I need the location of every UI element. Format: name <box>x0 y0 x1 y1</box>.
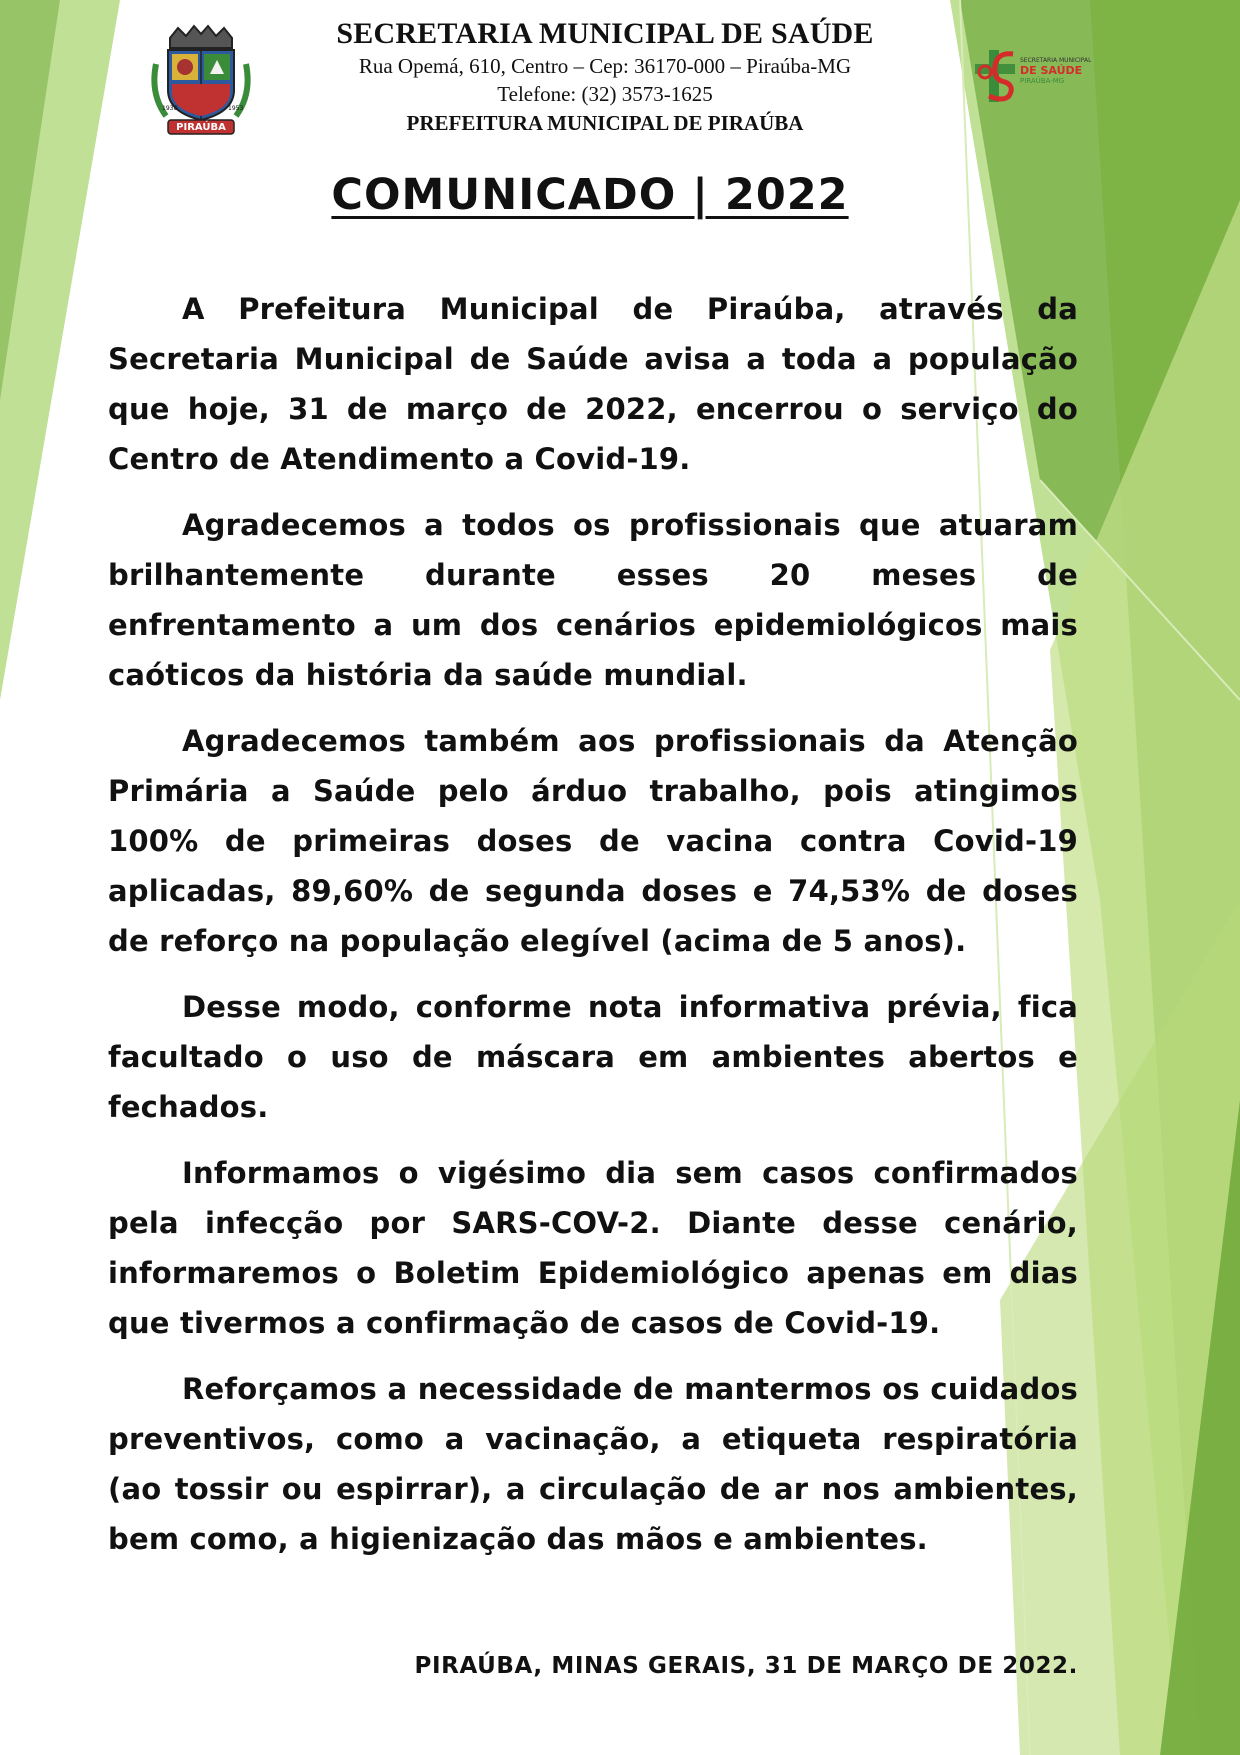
svg-text:1938: 1938 <box>162 105 178 112</box>
address-line: Rua Opemá, 610, Centro – Cep: 36170-000 – Piraúba-MG <box>358 54 852 78</box>
prefeitura-line: PREFEITURA MUNICIPAL DE PIRAÚBA <box>406 111 804 135</box>
svg-text:1953: 1953 <box>228 105 244 112</box>
paragraph-intro: A Prefeitura Municipal de Piraúba, através da Secretaria Municipal de Saúde avisa a toda a população que hoje, 31 de março de 2022, encerrou o serviço do Centro de Atendimento a Covid-19. <box>108 292 1078 476</box>
paragraph-preventive-care: Reforçamos a necessidade de mantermos os cuidados preventivos, como a vacinação, a etiqueta respiratória (ao tossir ou espirrar), a circulação de ar nos ambientes, bem como, a higienização das mãos e ambientes. <box>108 1372 1078 1556</box>
date-place-footer: PIRAÚBA, MINAS GERAIS, 31 DE MARÇO DE 2022. <box>414 1653 1078 1679</box>
letterhead <box>0 0 1240 150</box>
document-body <box>108 284 1078 1580</box>
crest-label: PIRAÚBA <box>176 122 226 133</box>
document-title: COMUNICADO | 2022 <box>331 170 849 220</box>
paragraph-masks: Desse modo, conforme nota informativa prévia, fica facultado o uso de máscara em ambientes abertos e fechados. <box>108 990 1078 1124</box>
phone-line: Telefone: (32) 3573-1625 <box>497 82 713 106</box>
paragraph-vaccination-stats: Agradecemos também aos profissionais da Atenção Primária a Saúde pelo árduo trabalho, pois atingimos 100% de primeiras doses de vacina contra Covid-19 aplicadas, 89,60% de segunda doses e 74,53% de doses de reforço na população elegível (acima de 5 anos). <box>108 724 1078 958</box>
paragraph-no-cases: Informamos o vigésimo dia sem casos confirmados pela infecção por SARS-COV-2. Diante desse cenário, informaremos o Boletim Epidemiológico apenas em dias que tivermos a confirmação de casos de Covid-19. <box>108 1156 1078 1340</box>
document-title-wrapper <box>0 170 1180 220</box>
secretaria-title: SECRETARIA MUNICIPAL DE SAÚDE <box>336 17 874 50</box>
logo-text-small: SECRETARIA MUNICIPAL <box>1020 57 1092 64</box>
logo-text-city: PIRAÚBA-MG <box>1020 77 1065 85</box>
logo-text-main: DE SAÚDE <box>1020 64 1083 77</box>
paragraph-thanks-professionals: Agradecemos a todos os profissionais que atuaram brilhantemente durante esses 20 meses de enfrentamento a um dos cenários epidemiológicos mais caóticos da história da saúde mundial. <box>108 508 1078 692</box>
municipal-crest-icon <box>148 24 254 136</box>
